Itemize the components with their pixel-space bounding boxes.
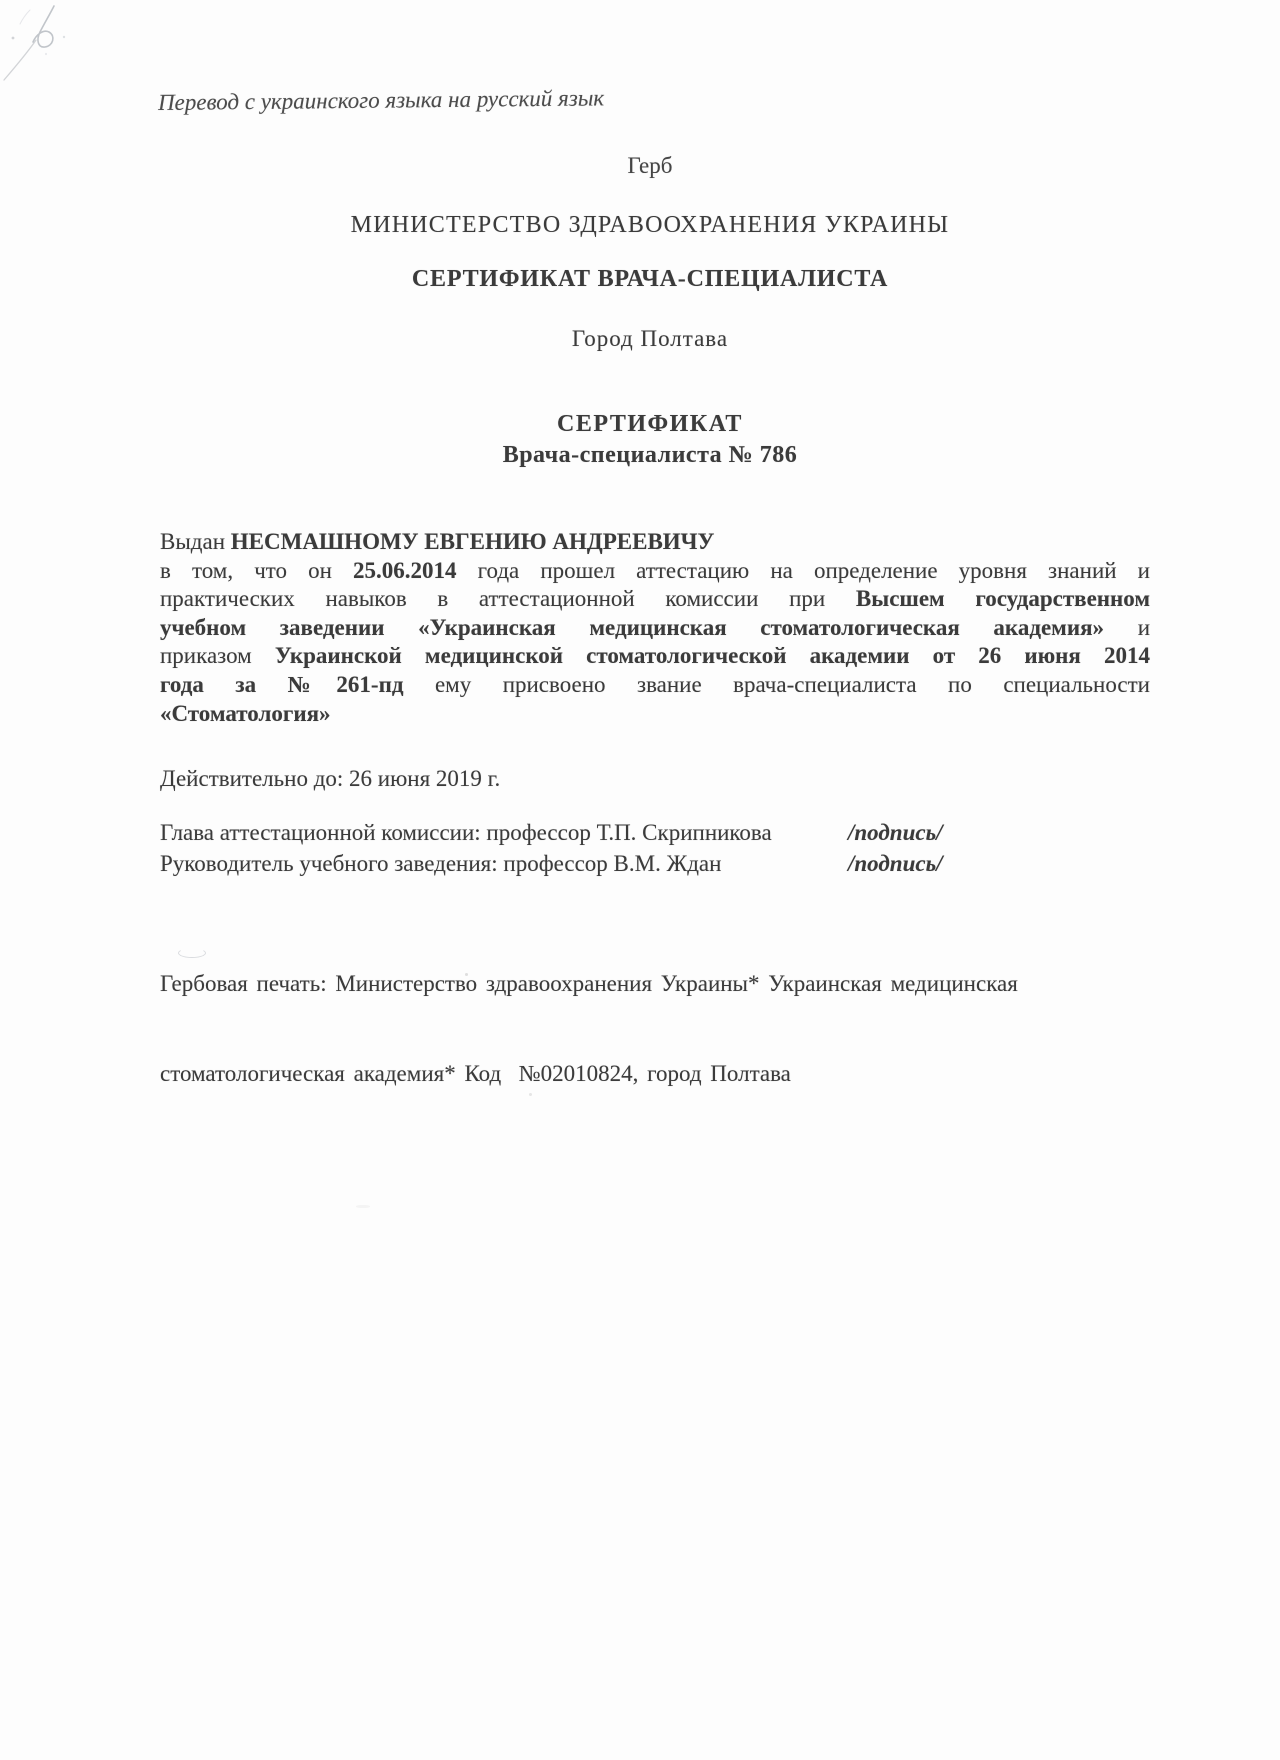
certificate-body: [160, 528, 1150, 728]
scan-speck: [465, 973, 468, 976]
body-line: [160, 585, 1150, 614]
signature-mark: /подпись/: [848, 820, 943, 845]
body-text-bold-run: «Стоматология»: [160, 700, 331, 726]
body-line: [160, 528, 1150, 557]
ministry-title: МИНИСТЕРСТВО ЗДРАВООХРАНЕНИЯ УКРАИНЫ: [350, 212, 950, 238]
signature-mark: /подпись/: [848, 851, 943, 876]
pencil-squiggle-icon: [0, 0, 120, 110]
certificate-number-line: Врача-специалиста № 786: [502, 442, 798, 468]
body-line: [160, 614, 1150, 643]
emblem-placeholder-label: Герб: [627, 153, 673, 178]
body-line: [160, 671, 1150, 700]
body-text-run: года прошел аттестацию на определение уровня знаний и: [456, 557, 1150, 583]
body-text-run: Выдан: [160, 529, 231, 554]
signature-row: [160, 820, 1150, 851]
validity-line: Действительно до: 26 июня 2019 г.: [160, 766, 501, 791]
body-text-bold-run: года за №261-пд: [160, 671, 404, 697]
body-text-run: ему присвоено звание врача-специалиста по специальности: [403, 671, 1150, 697]
translation-note: Перевод с украинского языка на русский язык: [157, 85, 605, 115]
body-line: [160, 557, 1150, 586]
seal-line-1: Гербовая печать: Министерство здравоохранения Украины* Украинская медицинская: [160, 971, 1018, 996]
signature-role-line: Глава аттестационной комиссии: профессор Т.П. Скрипникова: [160, 820, 772, 845]
seal-block: [160, 909, 1180, 1149]
body-line: [160, 700, 1150, 729]
scan-speck: [529, 1093, 532, 1096]
body-text-bold-run: НЕСМАШНОМУ ЕВГЕНИЮ АНДРЕЕВИЧУ: [230, 529, 715, 554]
scan-speck: [356, 1205, 370, 1208]
document-title: СЕРТИФИКАТ ВРАЧА-СПЕЦИАЛИСТА: [411, 266, 889, 292]
signature-row: [160, 851, 1150, 882]
body-text-bold-run: Высшем государственном: [855, 586, 1151, 612]
body-text-run: в том, что он: [160, 557, 354, 583]
certificate-heading: СЕРТИФИКАТ: [557, 411, 743, 437]
signature-role-line: Руководитель учебного заведения: профессор В.М. Ждан: [160, 851, 722, 876]
pencil-smudge-artifact: [178, 948, 206, 958]
body-text-run: практических навыков в аттестационной комиссии при: [160, 586, 856, 612]
body-text-bold-run: Украинской медицинской стоматологической академии от 26 июня 2014: [274, 643, 1150, 669]
city-line: Город Полтава: [571, 326, 729, 351]
body-text-bold-run: учебном заведении «Украинская медицинская стоматологическая академия»: [160, 614, 1105, 640]
seal-line-2: стоматологическая академия* Код №02010824, город Полтава: [160, 1061, 791, 1086]
body-text-run: приказом: [160, 643, 275, 669]
body-text-run: и: [1104, 614, 1151, 640]
body-line: [160, 642, 1150, 671]
signature-block: [160, 820, 1150, 882]
body-text-bold-run: 25.06.2014: [353, 557, 457, 583]
